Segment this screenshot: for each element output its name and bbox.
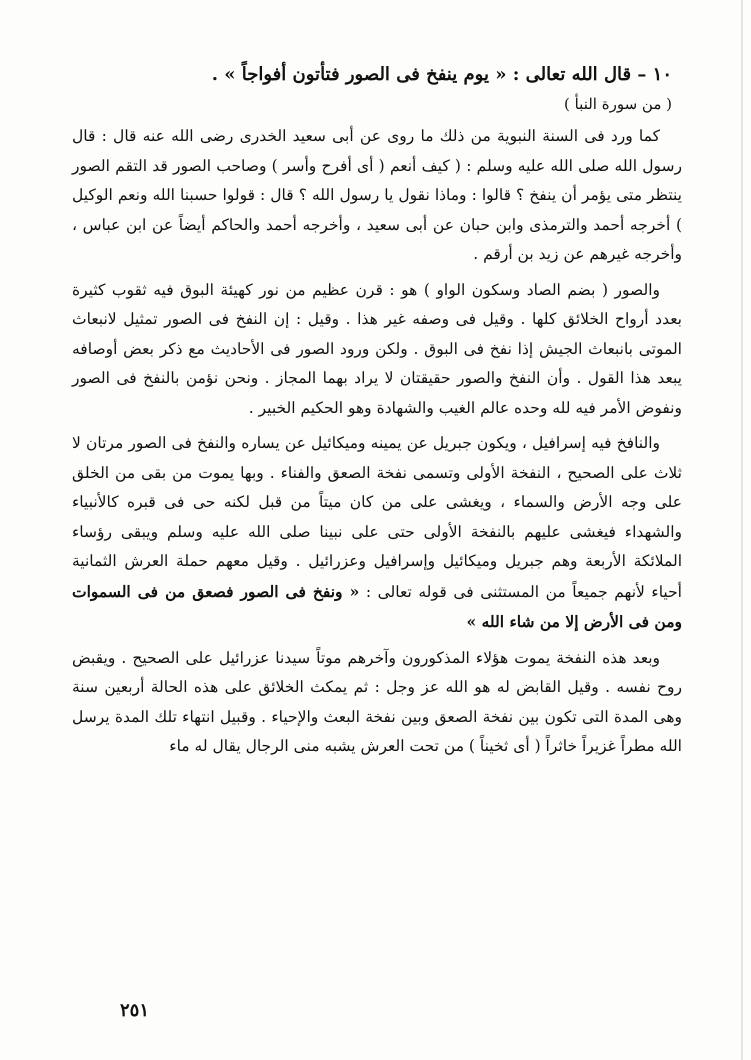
paragraph-hadith: كما ورد فى السنة النبوية من ذلك ما روى عن أبى سعيد الخدرى رضى الله عنه قال : قال رسول الله صلى الله عليه وسلم : ( كيف أنعم ( أى أفرح وأسر ) وصاحب الصور قد التقم الصور ينتظر متى يؤمر أن ينفخ ؟ قالوا : وماذا نقول يا رسول الله ؟ قال : قولوا حسبنا الله ونعم الوكيل ) أخرجه أحمد والترمذى وابن حبان عن أبى سعيد ، وأخرجه أحمد والحاكم أيضاً عن ابن عباس ، وأخرجه غيرهم عن زيد بن أرقم .: [72, 127, 682, 263]
quran-quote: « ونفخ فى الصور فصعق من فى السموات ومن فى الأرض إلا من شاء الله »: [72, 581, 682, 631]
paragraph-sur-description: والصور ( بضم الصاد وسكون الواو ) هو : قرن عظيم من نور كهيئة البوق فيه ثقوب كثيرة بعدد أرواح الخلائق كلها . وقيل فى وصفه غير هذا . وقيل : إن النفخ فى الصور تمثيل لانبعاث الموتى بانبعاث الجيش إذا نفخ فى البوق . ولكن ورود الصور فى الأحاديث مع ذكر بعض أوصافه يبعد هذا القول . وأن النفخ والصور حقيقتان لا يراد بهما المجاز . ونحن نؤمن بالنفخ فى الصور ونفوض الأمر فيه لله وحده عالم الغيب والشهادة وهو الحكيم الخبير .: [72, 280, 682, 417]
page-content: [72, 60, 682, 768]
paragraph-after-blowing: وبعد هذه النفخة يموت هؤلاء المذكورون وآخرهم موتاً سيدنا عزرائيل على الصحيح . ويقبض روح نفسه . وقيل القابض له هو الله عز وجل : ثم يمكث الخلائق على هذه الحالة أربعين سنة وهى المدة التى تكون بين نفخة الصعق وبين نفخة البعث والإحياء . وقبيل انتهاء تلك المدة يرسل الله مطراً غزيراً خاثراً ( أى ثخيناً ) من تحت العرش يشبه منى الرجال يقال له ماء: [72, 648, 682, 755]
surah-source: ( من سورة النبأ ): [563, 95, 672, 113]
paragraph-blower: [72, 429, 682, 638]
page-number: ٢٥١: [120, 1000, 150, 1021]
scan-edge-shadow: [741, 0, 743, 1060]
paragraph-blower-text: والنافخ فيه إسرافيل ، ويكون جبريل عن يمينه وميكائيل عن يساره والنفخ فى الصور مرتان لا ثلاث على الصحيح ، النفخة الأولى وتسمى نفخة الصعق والفناء . وبها يموت من بقى من الخلق على وجه الأرض والسماء ، ويغشى على من كان ميتاً من قبل لكنه حى فى قبره كالأنبياء والشهداء فيغشى عليهم بالنفخة الأولى حتى على نبينا صلى الله عليه وسلم ويبقى رؤساء الملائكة الأربعة وهم جبريل وميكائيل وإسرافيل وعزرائيل . وقيل معهم حملة العرش الثمانية أحياء لأنهم جميعاً من المستثنى فى قوله تعالى :: [72, 434, 682, 601]
verse-heading: ١٠ – قال الله تعالى : « يوم ينفخ فى الصور فتأتون أفواجاً » .: [211, 64, 672, 85]
